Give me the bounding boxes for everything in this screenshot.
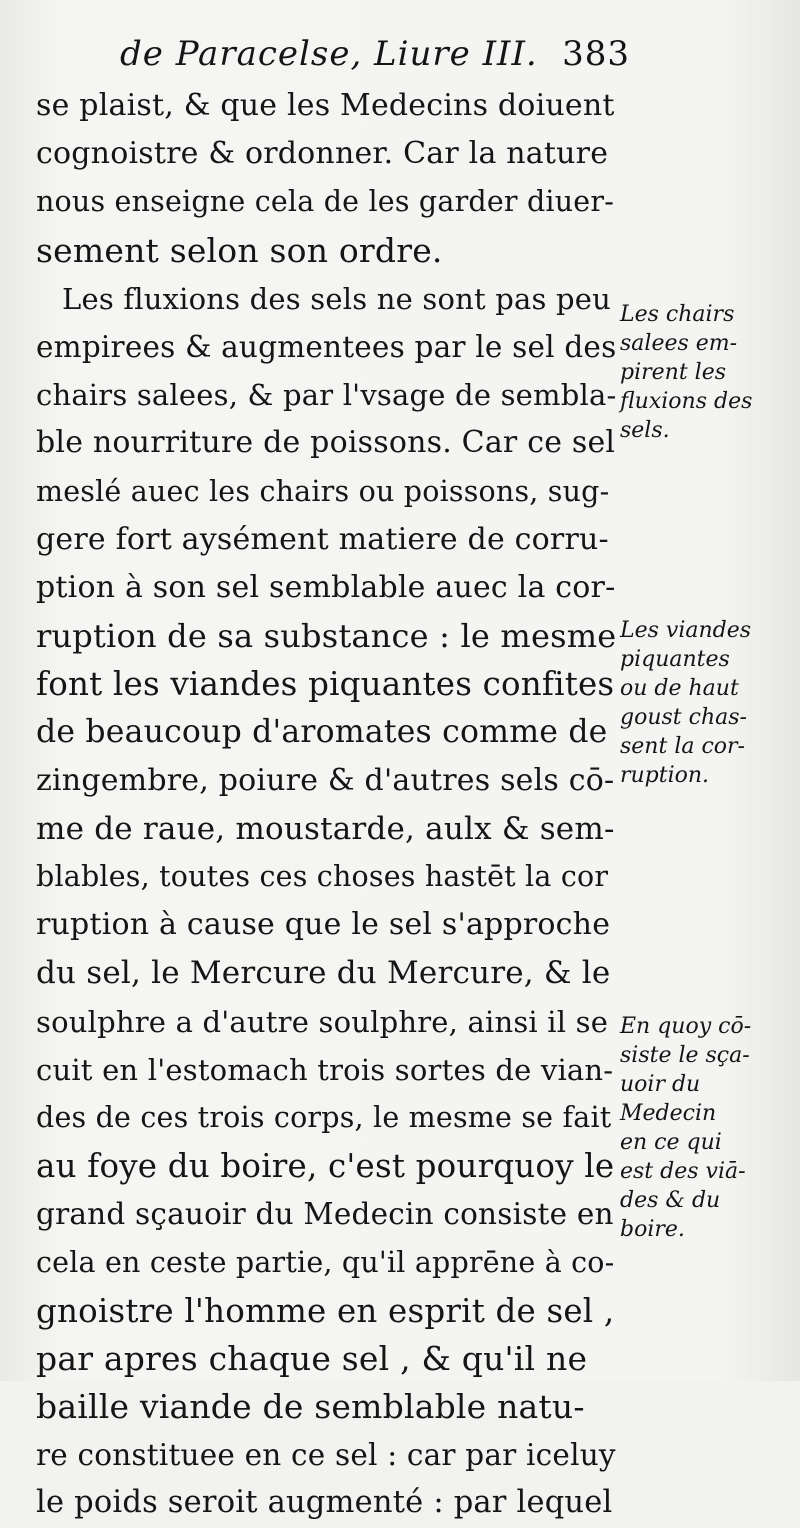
margin-note-physician-knowledge xyxy=(620,1012,795,1244)
text-line: cuit en l'estomach trois sortes de vian- xyxy=(36,1052,614,1087)
margin-note-line: en ce qui xyxy=(620,1130,722,1155)
text-line: ble nourriture de poissons. Car ce sel xyxy=(36,425,616,461)
margin-note-line: est des viā- xyxy=(620,1159,746,1184)
text-line: des de ces trois corps, le mesme se fait xyxy=(36,1100,612,1134)
text-line: Les fluxions des sels ne sont pas peu xyxy=(62,281,612,316)
text-line: nous enseigne cela de les garder diuer- xyxy=(36,185,615,219)
text-line: ption à son sel semblable auec la cor- xyxy=(36,569,616,605)
text-line: le poids seroit augmenté : par lequel xyxy=(36,1485,613,1521)
text-line: se plaist, & que les Medecins doiuent xyxy=(36,88,615,123)
margin-note-spicy-foods xyxy=(620,616,795,790)
margin-note-line: siste le sça- xyxy=(620,1043,750,1068)
text-line: grand sçauoir du Medecin consiste en xyxy=(36,1197,614,1232)
main-text-column xyxy=(36,82,616,1528)
margin-note-line: En quoy cō- xyxy=(620,1014,752,1039)
margin-note-line: pirent les xyxy=(620,360,727,385)
text-line: ruption à cause que le sel s'approche xyxy=(36,907,611,943)
text-line: blables, toutes ces choses hastēt la cor xyxy=(36,860,609,893)
margin-note-salted-meats xyxy=(620,300,795,445)
margin-note-line: boire. xyxy=(620,1217,685,1242)
text-line: font les viandes piquantes confites xyxy=(36,665,615,704)
text-line: gere fort aysément matiere de corru- xyxy=(36,521,609,557)
text-line: cognoistre & ordonner. Car la nature xyxy=(36,136,609,172)
margin-note-line: salees em- xyxy=(620,331,738,356)
margin-note-line: des & du xyxy=(620,1188,721,1213)
margin-note-line: sent la cor- xyxy=(620,734,745,759)
text-line: au foye du boire, c'est pourquoy le xyxy=(36,1147,615,1186)
text-line: gnoistre l'homme en esprit de sel , xyxy=(36,1291,615,1330)
margin-note-line: ou de haut xyxy=(620,676,739,701)
text-line: zingembre, poiure & d'autres sels cō- xyxy=(36,762,615,798)
text-line: de beaucoup d'aromates comme de xyxy=(36,714,608,751)
margin-note-line: goust chas- xyxy=(620,705,747,730)
text-line: me de raue, moustarde, aulx & sem- xyxy=(36,810,615,847)
text-line: ruption de sa substance : le mesme xyxy=(36,617,617,656)
text-line: soulphre a d'autre soulphre, ainsi il se xyxy=(36,1004,609,1039)
margin-note-line: ruption. xyxy=(620,763,710,788)
margin-note-line: fluxions des xyxy=(620,389,753,414)
margin-note-line: sels. xyxy=(620,418,670,443)
margin-note-line: uoir du xyxy=(620,1072,701,1097)
margin-note-line: Medecin xyxy=(620,1101,717,1126)
running-title: de Paracelse, Liure III. xyxy=(120,34,538,74)
running-header xyxy=(120,28,630,78)
margin-note-line: Les chairs xyxy=(620,302,735,327)
text-line: meslé auec les chairs ou poissons, sug- xyxy=(36,474,610,508)
text-line: re constituee en ce sel : car par iceluy xyxy=(36,1438,616,1473)
text-line: chairs salees, & par l'vsage de sembla- xyxy=(36,378,617,413)
page-number: 383 xyxy=(562,34,630,74)
margin-note-line: Les viandes xyxy=(620,618,752,643)
text-line: baille viande de semblable natu- xyxy=(36,1387,585,1427)
text-line: empirees & augmentees par le sel des xyxy=(36,329,617,364)
text-line: par apres chaque sel , & qu'il ne xyxy=(36,1338,588,1378)
margin-note-line: piquantes xyxy=(620,647,730,672)
text-line: cela en ceste partie, qu'il apprēne à co- xyxy=(36,1245,615,1279)
text-line: sement selon son ordre. xyxy=(36,230,443,270)
text-line: du sel, le Mercure du Mercure, & le xyxy=(36,955,611,992)
